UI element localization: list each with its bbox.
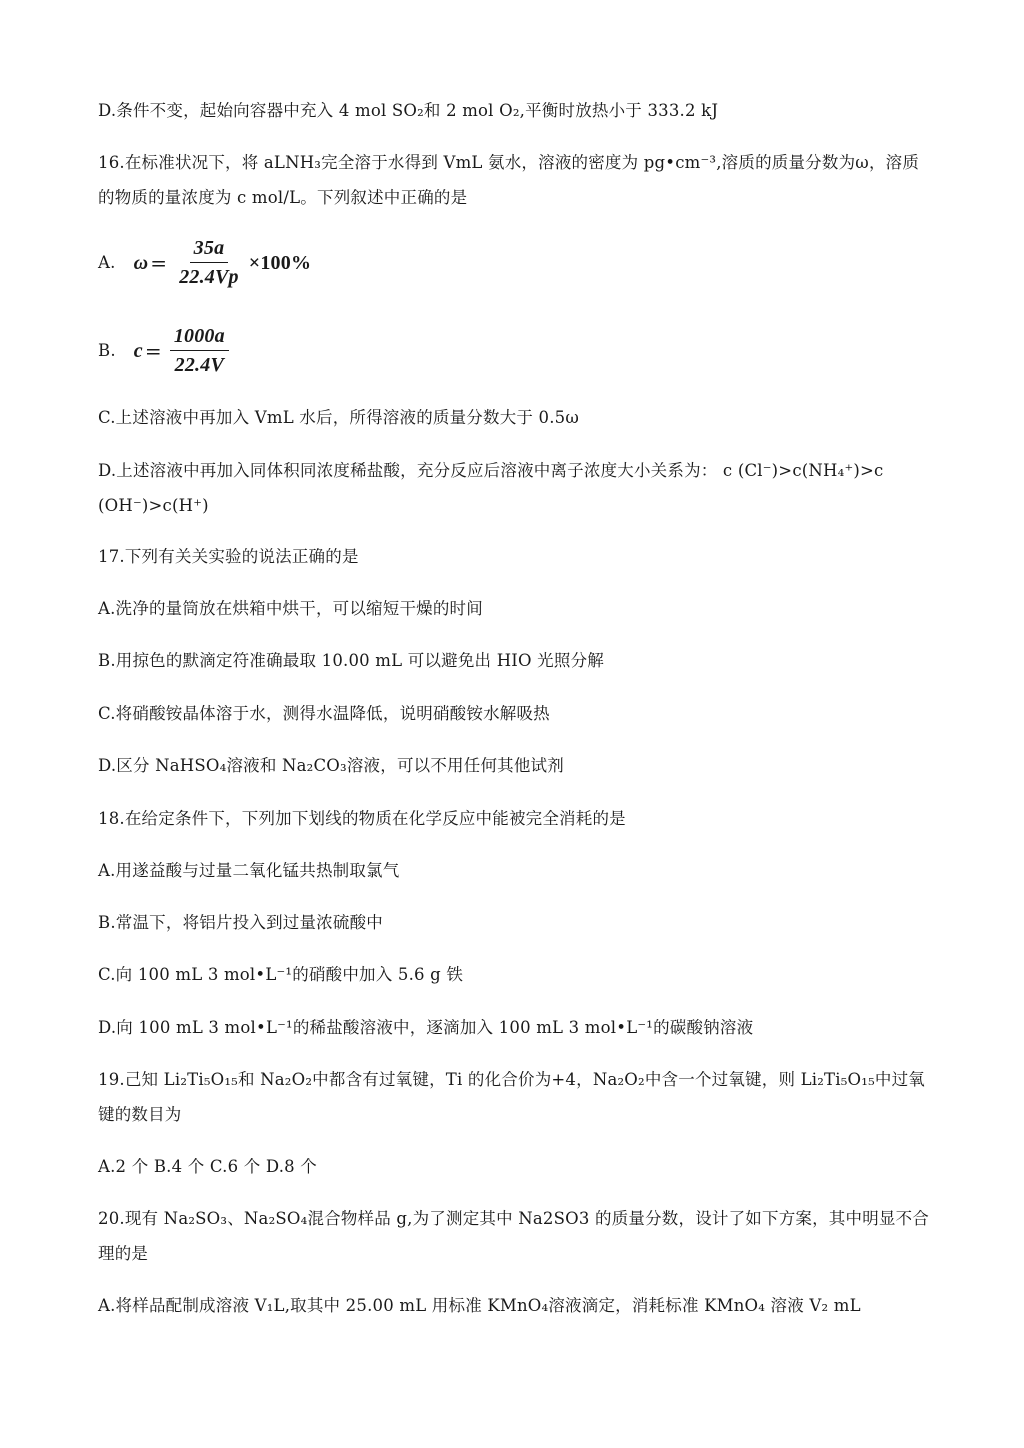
q16-option-b-fraction [170, 324, 229, 377]
q16-option-a-numerator: 35a [190, 236, 229, 263]
q16-option-c: C.上述溶液中再加入 VmL 水后，所得溶液的质量分数大于 0.5ω [98, 408, 580, 427]
q16-option-a-label: A. [98, 252, 116, 272]
q18-option-a: A.用遂益酸与过量二氧化锰共热制取氯气 [98, 861, 400, 880]
q20-stem-line2: 理的是 [98, 1244, 149, 1263]
q17-option-b: B.用掠色的默滴定符准确最取 10.00 mL 可以避免出 HIO 光照分解 [98, 651, 604, 670]
q17-stem: 17.下列有关关实验的说法正确的是 [98, 547, 359, 566]
q16-option-b-denominator: 22.4V [174, 354, 224, 376]
q16-option-a-tail: ×100% [248, 251, 312, 274]
q16-option-a-eq: = [150, 250, 168, 275]
q16-option-d-line2: (OH⁻)>c(H⁺) [98, 496, 209, 515]
q16-option-a-lhs: ω [133, 251, 149, 274]
q17-option-c: C.将硝酸铵晶体溶于水，测得水温降低，说明硝酸铵水解吸热 [98, 704, 550, 723]
q16-stem-line2: 的物质的量浓度为 c mol/L。下列叙述中正确的是 [98, 188, 468, 207]
q18-option-d: D.向 100 mL 3 mol•L⁻¹的稀盐酸溶液中，逐滴加入 100 mL 3 mol•L⁻¹的碳酸钠溶液 [98, 1018, 754, 1037]
q16-option-b-lhs: c [133, 339, 143, 362]
q16-option-b-label: B. [98, 340, 116, 360]
q20-stem-line1: 20.现有 Na₂SO₃、Na₂SO₄混合物样品 g,为了测定其中 Na2SO3 的质量分数，设计了如下方案，其中明显不合 [98, 1209, 929, 1228]
q18-stem: 18.在给定条件下，下列加下划线的物质在化学反应中能被完全消耗的是 [98, 809, 626, 828]
q18-option-b: B.常温下，将铝片投入到过量浓硫酸中 [98, 913, 383, 932]
q15-option-d: D.条件不变，起始向容器中充入 4 mol SO₂和 2 mol O₂,平衡时放热小于 333.2 kJ [98, 101, 719, 120]
q19-stem-line2: 键的数目为 [98, 1105, 182, 1124]
q17-option-a: A.洗净的量筒放在烘箱中烘干，可以缩短干燥的时间 [98, 599, 483, 618]
q16-option-b [98, 324, 235, 377]
q16-option-a-fraction [175, 236, 243, 289]
q16-option-a-denominator: 22.4Vp [179, 266, 239, 288]
q16-option-a [98, 236, 311, 289]
q20-option-a: A.将样品配制成溶液 V₁L,取其中 25.00 mL 用标准 KMnO₄溶液滴定，消耗标准 KMnO₄ 溶液 V₂ mL [98, 1296, 861, 1315]
q19-options: A.2 个 B.4 个 C.6 个 D.8 个 [98, 1157, 318, 1176]
q16-option-b-numerator: 1000a [170, 324, 229, 351]
q16-stem-line1: 16.在标准状况下，将 aLNH₃完全溶于水得到 VmL 氨水，溶液的密度为 pg•cm⁻³,溶质的质量分数为ω，溶质 [98, 153, 920, 172]
q16-option-b-eq: = [144, 338, 162, 363]
q18-option-c: C.向 100 mL 3 mol•L⁻¹的硝酸中加入 5.6 g 铁 [98, 965, 464, 984]
q16-option-d-line1: D.上述溶液中再加入同体积同浓度稀盐酸，充分反应后溶液中离子浓度大小关系为： c (Cl⁻)>c(NH₄⁺)>c [98, 461, 884, 480]
q17-option-d: D.区分 NaHSO₄溶液和 Na₂CO₃溶液，可以不用任何其他试剂 [98, 756, 564, 775]
q19-stem-line1: 19.己知 Li₂Ti₅O₁₅和 Na₂O₂中都含有过氧键，Ti 的化合价为+4，Na₂O₂中含一个过氧键，则 Li₂Ti₅O₁₅中过氧 [98, 1070, 925, 1089]
